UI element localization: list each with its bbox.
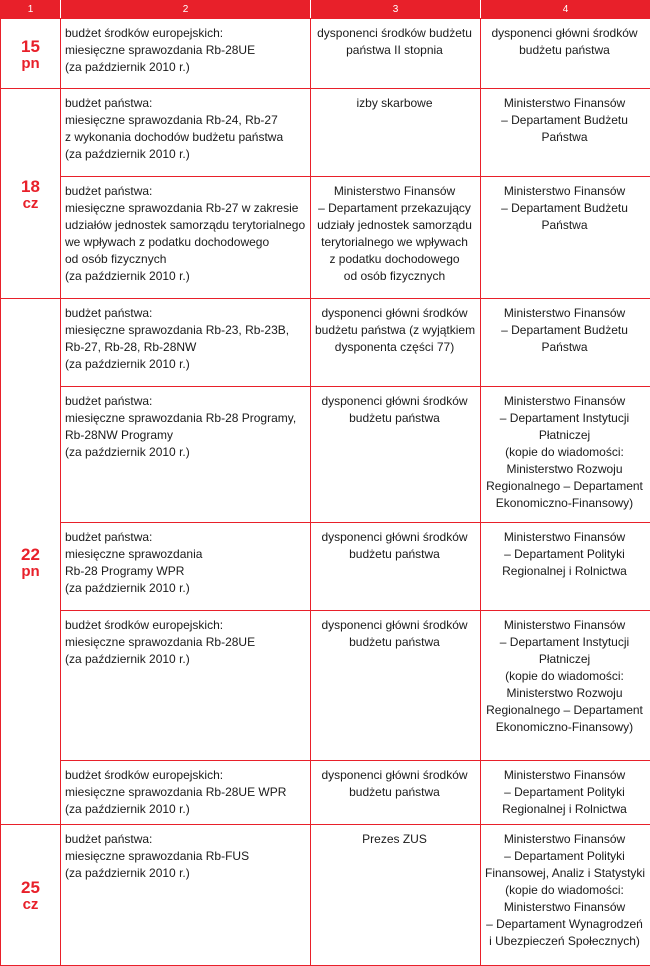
reporting-entity-line: dysponenci główni środków	[315, 529, 474, 546]
report-description-line: Rb-28 Programy WPR	[65, 563, 304, 580]
schedule-row	[1, 761, 650, 825]
recipient-entity-line: Regionalnej i Rolnictwa	[485, 563, 644, 580]
schedule-row	[1, 611, 650, 761]
report-description	[61, 761, 311, 825]
day-cell	[1, 89, 61, 299]
report-description-line: Rb-28NW Programy	[65, 427, 304, 444]
report-description-line: miesięczne sprawozdania Rb-23, Rb-23B,	[65, 322, 304, 339]
recipient-entity-line: Ministerstwo Finansów	[485, 95, 644, 112]
schedule-row	[1, 825, 650, 966]
recipient-entity-line: Regionalnego – Departament	[485, 702, 644, 719]
reporting-entity-line: z podatku dochodowego	[315, 251, 474, 268]
day-cell	[1, 825, 61, 966]
reporting-entity	[311, 825, 481, 966]
recipient-entity	[481, 299, 650, 387]
report-description-line: miesięczne sprawozdania Rb-FUS	[65, 848, 304, 865]
recipient-entity-line: budżetu państwa	[485, 42, 644, 59]
reporting-entity-line: dysponenci środków budżetu	[315, 25, 474, 42]
day-number: 15	[1, 37, 60, 56]
schedule-row	[1, 523, 650, 611]
reporting-entity-line: Ministerstwo Finansów	[315, 183, 474, 200]
report-description-line: miesięczne sprawozdania Rb-27 w zakresie	[65, 200, 304, 217]
reporting-entity	[311, 177, 481, 299]
recipient-entity-line: Ekonomiczno-Finansowy)	[485, 495, 644, 512]
report-description-line: z wykonania dochodów budżetu państwa	[65, 129, 304, 146]
recipient-entity-line: (kopie do wiadomości:	[485, 668, 644, 685]
recipient-entity-line: Ministerstwo Finansów	[485, 393, 644, 410]
reporting-entity	[311, 387, 481, 523]
recipient-entity-line: Państwa	[485, 129, 644, 146]
reporting-entity-line: budżetu państwa	[315, 546, 474, 563]
report-description-line: budżet państwa:	[65, 831, 304, 848]
reporting-entity	[311, 761, 481, 825]
report-description	[61, 89, 311, 177]
recipient-entity-line: Ministerstwo Finansów	[485, 767, 644, 784]
column-header-1: 1	[1, 1, 61, 19]
reporting-entity	[311, 299, 481, 387]
report-description-line: (za październik 2010 r.)	[65, 801, 304, 818]
recipient-entity-line: Państwa	[485, 339, 644, 356]
report-description-line: budżet państwa:	[65, 529, 304, 546]
reporting-entity-line: dysponenci główni środków	[315, 393, 474, 410]
reporting-entity-line: budżetu państwa	[315, 784, 474, 801]
schedule-row	[1, 299, 650, 387]
reporting-entity-line: budżetu państwa	[315, 634, 474, 651]
recipient-entity-line: Płatniczej	[485, 651, 644, 668]
day-number: 25	[1, 878, 60, 897]
report-description-line: (za październik 2010 r.)	[65, 146, 304, 163]
recipient-entity-line: Ministerstwo Finansów	[485, 529, 644, 546]
recipient-entity-line: – Departament Budżetu	[485, 200, 644, 217]
report-description-line: (za październik 2010 r.)	[65, 580, 304, 597]
report-description-line: miesięczne sprawozdania Rb-28 Programy,	[65, 410, 304, 427]
report-description-line: miesięczne sprawozdania	[65, 546, 304, 563]
recipient-entity-line: – Departament Instytucji	[485, 410, 644, 427]
recipient-entity-line: Regionalnego – Departament	[485, 478, 644, 495]
report-description	[61, 387, 311, 523]
recipient-entity-line: – Departament Polityki	[485, 784, 644, 801]
recipient-entity-line: dysponenci główni środków	[485, 25, 644, 42]
reporting-entity-line: dysponenci główni środków	[315, 305, 474, 322]
day-abbreviation: pn	[1, 56, 60, 71]
schedule-row	[1, 19, 650, 89]
report-description-line: (za październik 2010 r.)	[65, 865, 304, 882]
report-description-line: od osób fizycznych	[65, 251, 304, 268]
reporting-entity-line: państwa II stopnia	[315, 42, 474, 59]
recipient-entity	[481, 825, 650, 966]
recipient-entity-line: – Departament Budżetu	[485, 322, 644, 339]
recipient-entity	[481, 387, 650, 523]
recipient-entity-line: i Ubezpieczeń Społecznych)	[485, 933, 644, 950]
report-description-line: budżet państwa:	[65, 95, 304, 112]
schedule-row	[1, 177, 650, 299]
report-description-line: miesięczne sprawozdania Rb-28UE	[65, 634, 304, 651]
report-description	[61, 177, 311, 299]
report-description-line: budżet państwa:	[65, 183, 304, 200]
column-header-4: 4	[481, 1, 650, 19]
reporting-entity-line: izby skarbowe	[315, 95, 474, 112]
recipient-entity-line: – Departament Instytucji	[485, 634, 644, 651]
day-cell	[1, 299, 61, 825]
recipient-entity	[481, 177, 650, 299]
day-abbreviation: cz	[1, 196, 60, 211]
column-header-3: 3	[311, 1, 481, 19]
report-description	[61, 299, 311, 387]
reporting-entity-line: budżetu państwa	[315, 410, 474, 427]
schedule-row	[1, 89, 650, 177]
day-number: 22	[1, 545, 60, 564]
report-description-line: (za październik 2010 r.)	[65, 356, 304, 373]
day-abbreviation: pn	[1, 564, 60, 579]
recipient-entity	[481, 761, 650, 825]
report-description-line: miesięczne sprawozdania Rb-28UE	[65, 42, 304, 59]
recipient-entity-line: Finansowej, Analiz i Statystyki	[485, 865, 644, 882]
reporting-entity	[311, 89, 481, 177]
recipient-entity-line: (kopie do wiadomości:	[485, 444, 644, 461]
reporting-entity-line: budżetu państwa (z wyjątkiem	[315, 322, 474, 339]
report-description-line: Rb-27, Rb-28, Rb-28NW	[65, 339, 304, 356]
report-description	[61, 825, 311, 966]
report-description-line: we wpływach z podatku dochodowego	[65, 234, 304, 251]
schedule-body	[1, 19, 650, 966]
report-description-line: budżet środków europejskich:	[65, 25, 304, 42]
recipient-entity	[481, 611, 650, 761]
reporting-entity-line: udziały jednostek samorządu	[315, 217, 474, 234]
recipient-entity-line: Regionalnej i Rolnictwa	[485, 801, 644, 818]
report-description-line: budżet środków europejskich:	[65, 767, 304, 784]
report-description-line: budżet państwa:	[65, 393, 304, 410]
recipient-entity-line: Ministerstwo Finansów	[485, 831, 644, 848]
recipient-entity-line: Ministerstwo Finansów	[485, 305, 644, 322]
recipient-entity	[481, 19, 650, 89]
report-description-line: (za październik 2010 r.)	[65, 651, 304, 668]
recipient-entity-line: Państwa	[485, 217, 644, 234]
report-description-line: (za październik 2010 r.)	[65, 59, 304, 76]
header-row	[1, 1, 650, 19]
report-description-line: budżet środków europejskich:	[65, 617, 304, 634]
reporting-entity-line: dysponenci główni środków	[315, 767, 474, 784]
report-description-line: (za październik 2010 r.)	[65, 444, 304, 461]
reporting-entity	[311, 19, 481, 89]
reporting-entity	[311, 611, 481, 761]
recipient-entity-line: Ministerstwo Finansów	[485, 617, 644, 634]
reporting-entity-line: dysponenta części 77)	[315, 339, 474, 356]
reporting-entity	[311, 523, 481, 611]
report-description-line: udziałów jednostek samorządu terytorialnego	[65, 217, 304, 234]
report-description	[61, 611, 311, 761]
report-description	[61, 19, 311, 89]
recipient-entity-line: Ministerstwo Finansów	[485, 183, 644, 200]
schedule-row	[1, 387, 650, 523]
recipient-entity-line: – Departament Budżetu	[485, 112, 644, 129]
recipient-entity-line: – Departament Wynagrodzeń	[485, 916, 644, 933]
day-abbreviation: cz	[1, 897, 60, 912]
recipient-entity	[481, 523, 650, 611]
recipient-entity-line: Ministerstwo Finansów	[485, 899, 644, 916]
report-description-line: (za październik 2010 r.)	[65, 268, 304, 285]
recipient-entity-line: – Departament Polityki	[485, 848, 644, 865]
recipient-entity-line: Ekonomiczno-Finansowy)	[485, 719, 644, 736]
report-description-line: budżet państwa:	[65, 305, 304, 322]
reporting-entity-line: terytorialnego we wpływach	[315, 234, 474, 251]
recipient-entity-line: Ministerstwo Rozwoju	[485, 685, 644, 702]
recipient-entity	[481, 89, 650, 177]
report-description-line: miesięczne sprawozdania Rb-24, Rb-27	[65, 112, 304, 129]
report-description	[61, 523, 311, 611]
recipient-entity-line: Ministerstwo Rozwoju	[485, 461, 644, 478]
recipient-entity-line: Płatniczej	[485, 427, 644, 444]
recipient-entity-line: – Departament Polityki	[485, 546, 644, 563]
reporting-entity-line: dysponenci główni środków	[315, 617, 474, 634]
day-number: 18	[1, 177, 60, 196]
reporting-entity-line: – Departament przekazujący	[315, 200, 474, 217]
reporting-entity-line: Prezes ZUS	[315, 831, 474, 848]
reporting-entity-line: od osób fizycznych	[315, 268, 474, 285]
day-cell	[1, 19, 61, 89]
recipient-entity-line: (kopie do wiadomości:	[485, 882, 644, 899]
column-header-2: 2	[61, 1, 311, 19]
report-description-line: miesięczne sprawozdania Rb-28UE WPR	[65, 784, 304, 801]
